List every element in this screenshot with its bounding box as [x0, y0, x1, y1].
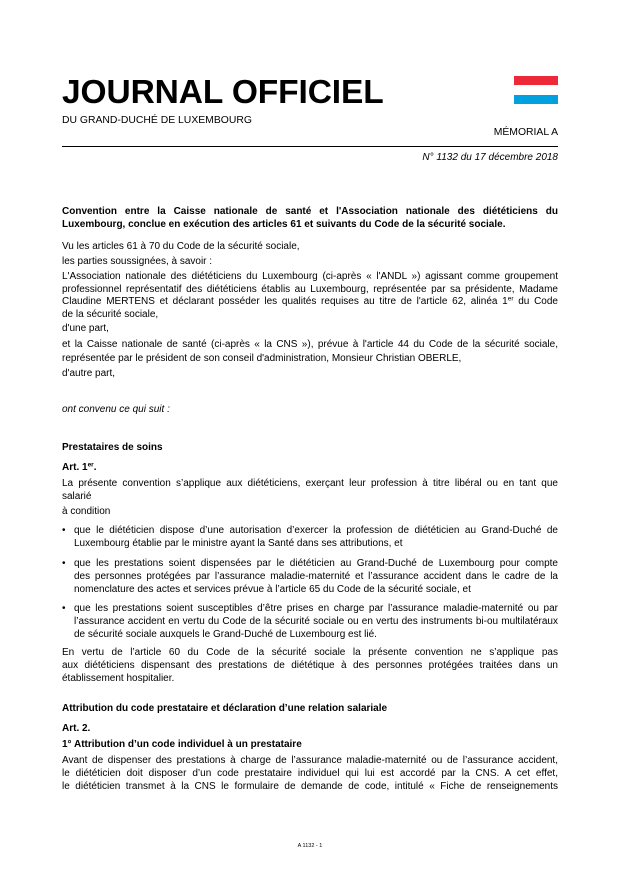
agreement-formula: ont convenu ce qui suit : [62, 404, 170, 415]
legal-basis: Vu les articles 61 à 70 du Code de la sécurité sociale, [62, 241, 300, 252]
section-heading: Attribution du code prestataire et déclaration d’une relation salariale [62, 703, 388, 714]
party-closing: d'autre part, [62, 368, 116, 379]
flag-stripe-blue [514, 95, 558, 104]
parties-intro: les parties soussignées, à savoir : [62, 256, 213, 267]
text-line: Avant de dispenser des prestations à charge de l’assurance maladie-maternité ou de l’assurance accident, [62, 755, 558, 766]
superscript: er [87, 461, 94, 469]
journal-subtitle: DU GRAND-DUCHÉ DE LUXEMBOURG [62, 115, 252, 126]
luxembourg-flag-icon [514, 76, 558, 104]
bullet-icon: • [62, 558, 66, 569]
list-item-line: l’assurance accident en vertu du Code de la sécurité sociale ou en vertu des instruments bi-ou multilatéraux [74, 616, 558, 627]
text-line: représentée par le président de son conseil d'administration, Monsieur Christian OBERLE, [62, 353, 462, 364]
bullet-icon: • [62, 525, 66, 536]
journal-title: JOURNAL OFFICIEL [62, 74, 384, 111]
list-item-line: des personnes protégées par l’assurance maladie-maternité et l’assurance accident dans le cadre de la [74, 571, 558, 582]
header-divider [62, 146, 558, 147]
list-item-line: Luxembourg établie par le ministre ayant la Santé dans ses attributions, et [74, 538, 403, 549]
text-line: aux diététiciens dispensant des prestations de diététique à des personnes protégées traitées dans un [62, 660, 558, 671]
list-item-line: de sécurité sociale auxquels le Grand-Duché de Luxembourg est lié. [74, 629, 377, 640]
text-line: de la sécurité sociale, [62, 309, 159, 320]
list-item-line: que les prestations soient susceptibles d’être prises en charge par l’assurance maladie-maternité ou par [74, 603, 558, 614]
section-heading: Prestataires de soins [62, 442, 163, 453]
superscript: er [507, 295, 514, 303]
page-reference: A 1132 - 1 [297, 843, 323, 849]
text-segment: . [93, 462, 97, 473]
text-segment: Art. 1 [62, 462, 88, 473]
text-line: et la Caisse nationale de santé (ci-après « la CNS »), prévue à l'article 44 du Code de la sécurité sociale, [62, 339, 558, 350]
text-line [62, 295, 558, 308]
text-line: En vertu de l’article 60 du Code de la sécurité sociale la présente convention ne s’applique pas [62, 647, 558, 658]
condition-label: à condition [62, 506, 111, 517]
issue-number: N° 1132 du 17 décembre 2018 [422, 152, 558, 163]
party-closing: d'une part, [62, 323, 109, 334]
list-item-line: que le diététicien dispose d’une autorisation d’exercer la profession de diététicien au Grand-Duché de [74, 525, 558, 536]
act-title-line: Luxembourg, conclue en exécution des articles 61 et suivants du Code de la sécurité sociale. [62, 219, 506, 230]
article-label: Art. 2. [62, 723, 91, 734]
act-title-line: Convention entre la Caisse nationale de santé et l'Association nationale des diététiciens du [62, 206, 558, 217]
text-line: le diététicien transmet à la CNS le formulaire de demande de code, intitulé « Fiche de renseignements [62, 781, 558, 792]
collection-label: MÉMORIAL A [493, 127, 558, 138]
text-line: L'Association nationale des diététiciens du Luxembourg (ci-après « l'ANDL ») agissant comme groupement [62, 271, 558, 282]
text-line: professionnel représentatif des diététiciens établis au Luxembourg, représentée par sa présidente, Madame [62, 284, 558, 295]
text-line: établissement hospitalier. [62, 673, 175, 684]
text-line: le diététicien doit disposer d’un code prestataire individuel qui lui est accordé par la CNS. A cet effet, [62, 768, 558, 779]
text-segment: Claudine MERTENS et déclarant posséder les qualités requises au titre de l'article 62, alinéa 1 [62, 296, 508, 307]
flag-stripe-red [514, 76, 558, 85]
article-label [62, 461, 558, 474]
text-line: salarié [62, 491, 92, 502]
text-segment: du Code [513, 296, 558, 307]
text-line: La présente convention s’applique aux diététiciens, exerçant leur profession à titre libéral ou en tant que [62, 478, 558, 489]
bullet-icon: • [62, 603, 66, 614]
flag-stripe-white [514, 85, 558, 94]
list-item-line: nomenclature des actes et services prévue à l’article 65 du Code de la sécurité sociale, et [74, 584, 471, 595]
subsection-heading: 1° Attribution d’un code individuel à un prestataire [62, 739, 302, 750]
list-item-line: que les prestations soient dispensées par le diététicien au Grand-Duché de Luxembourg pour compte [74, 558, 558, 569]
